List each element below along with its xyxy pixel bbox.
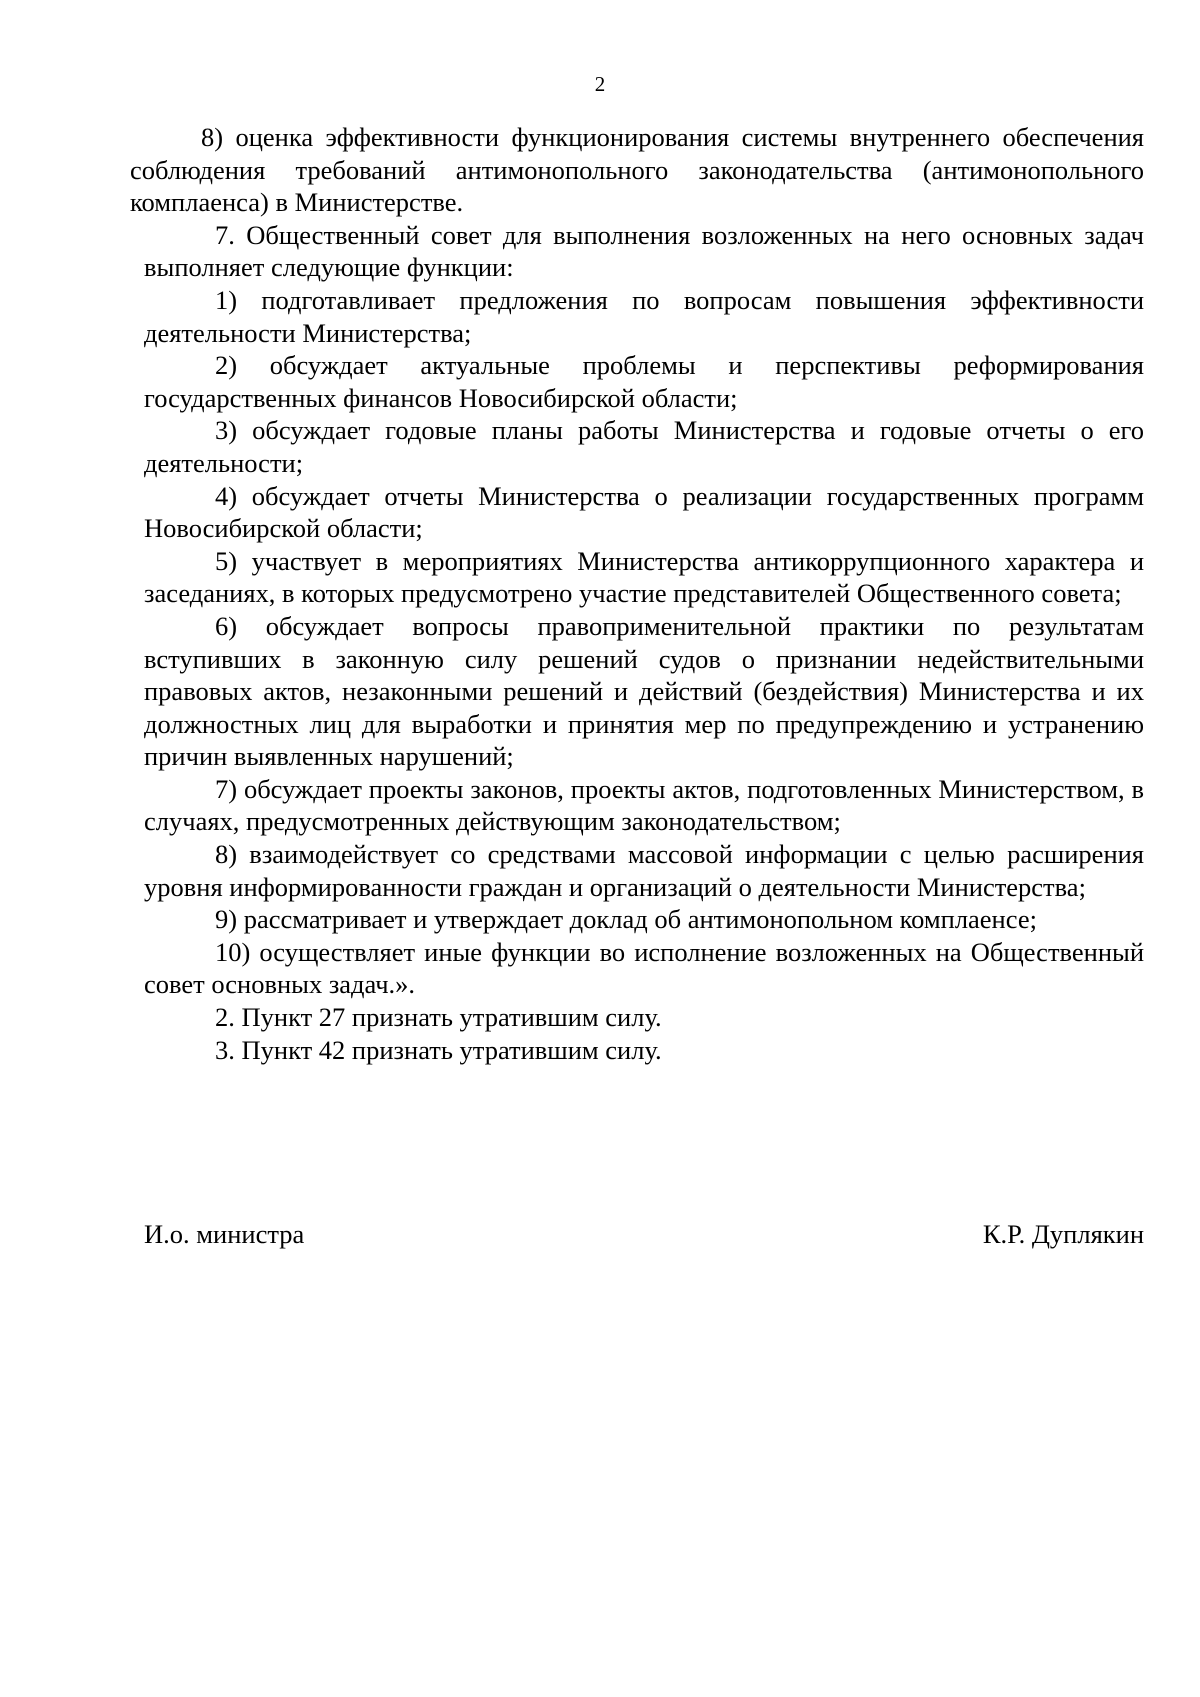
paragraph-function-10: 10) осуществляет иные функции во исполнение возложенных на Общественный совет основных задач.». [144,936,1144,1000]
signatory-position: И.о. министра [144,1219,305,1249]
paragraph-function-9: 9) рассматривает и утверждает доклад об антимонопольном комплаенсе; [215,904,1037,935]
paragraph-section-7-functions: 7. Общественный совет для выполнения возложенных на него основных задач выполняет следующие функции: [144,219,1144,283]
paragraph-function-4: 4) обсуждает отчеты Министерства о реализации государственных программ Новосибирской области; [144,480,1144,544]
paragraph-function-8: 8) взаимодействует со средствами массовой информации с целью расширения уровня информированности граждан и организаций о деятельности Министерства; [144,839,1144,902]
paragraph-function-5: 5) участвует в мероприятиях Министерства антикоррупционного характера и заседаниях, в которых предусмотрено участие представителей Общественного совета; [144,545,1144,609]
signatory-name: К.Р. Дуплякин [982,1219,1144,1249]
page-number: 2 [594,72,606,96]
paragraph-function-1: 1) подготавливает предложения по вопросам повышения эффективности деятельности Министерства; [144,284,1144,348]
paragraph-function-7: 7) обсуждает проекты законов, проекты актов, подготовленных Министерством, в случаях, предусмотренных действующим законодательством; [144,773,1144,837]
paragraph-function-3: 3) обсуждает годовые планы работы Министерства и годовые отчеты о его деятельности; [144,415,1144,478]
signature-block [144,1218,1144,1252]
paragraph-clause-3: 3. Пункт 42 признать утратившим силу. [215,1034,662,1065]
document-body [130,121,1144,1066]
paragraph-function-2: 2) обсуждает актуальные проблемы и перспективы реформирования государственных финансов Новосибирской области; [144,350,1144,413]
paragraph-function-6: 6) обсуждает вопросы правоприменительной практики по результатам вступивших в законную силу решений судов о признании недействительными правовых актов, незаконными решений и действий (бездействия) Министерства и их должностных лиц для выработки и принятия мер по предупреждению и устранению причин выявленных нарушений; [144,610,1144,772]
paragraph-item-8-antimonopoly-compliance: 8) оценка эффективности функционирования системы внутреннего обеспечения соблюдения требований антимонопольного законодательства (антимонопольного комплаенса) в Министерстве. [130,122,1144,218]
paragraph-clause-2: 2. Пункт 27 признать утратившим силу. [215,1002,662,1033]
